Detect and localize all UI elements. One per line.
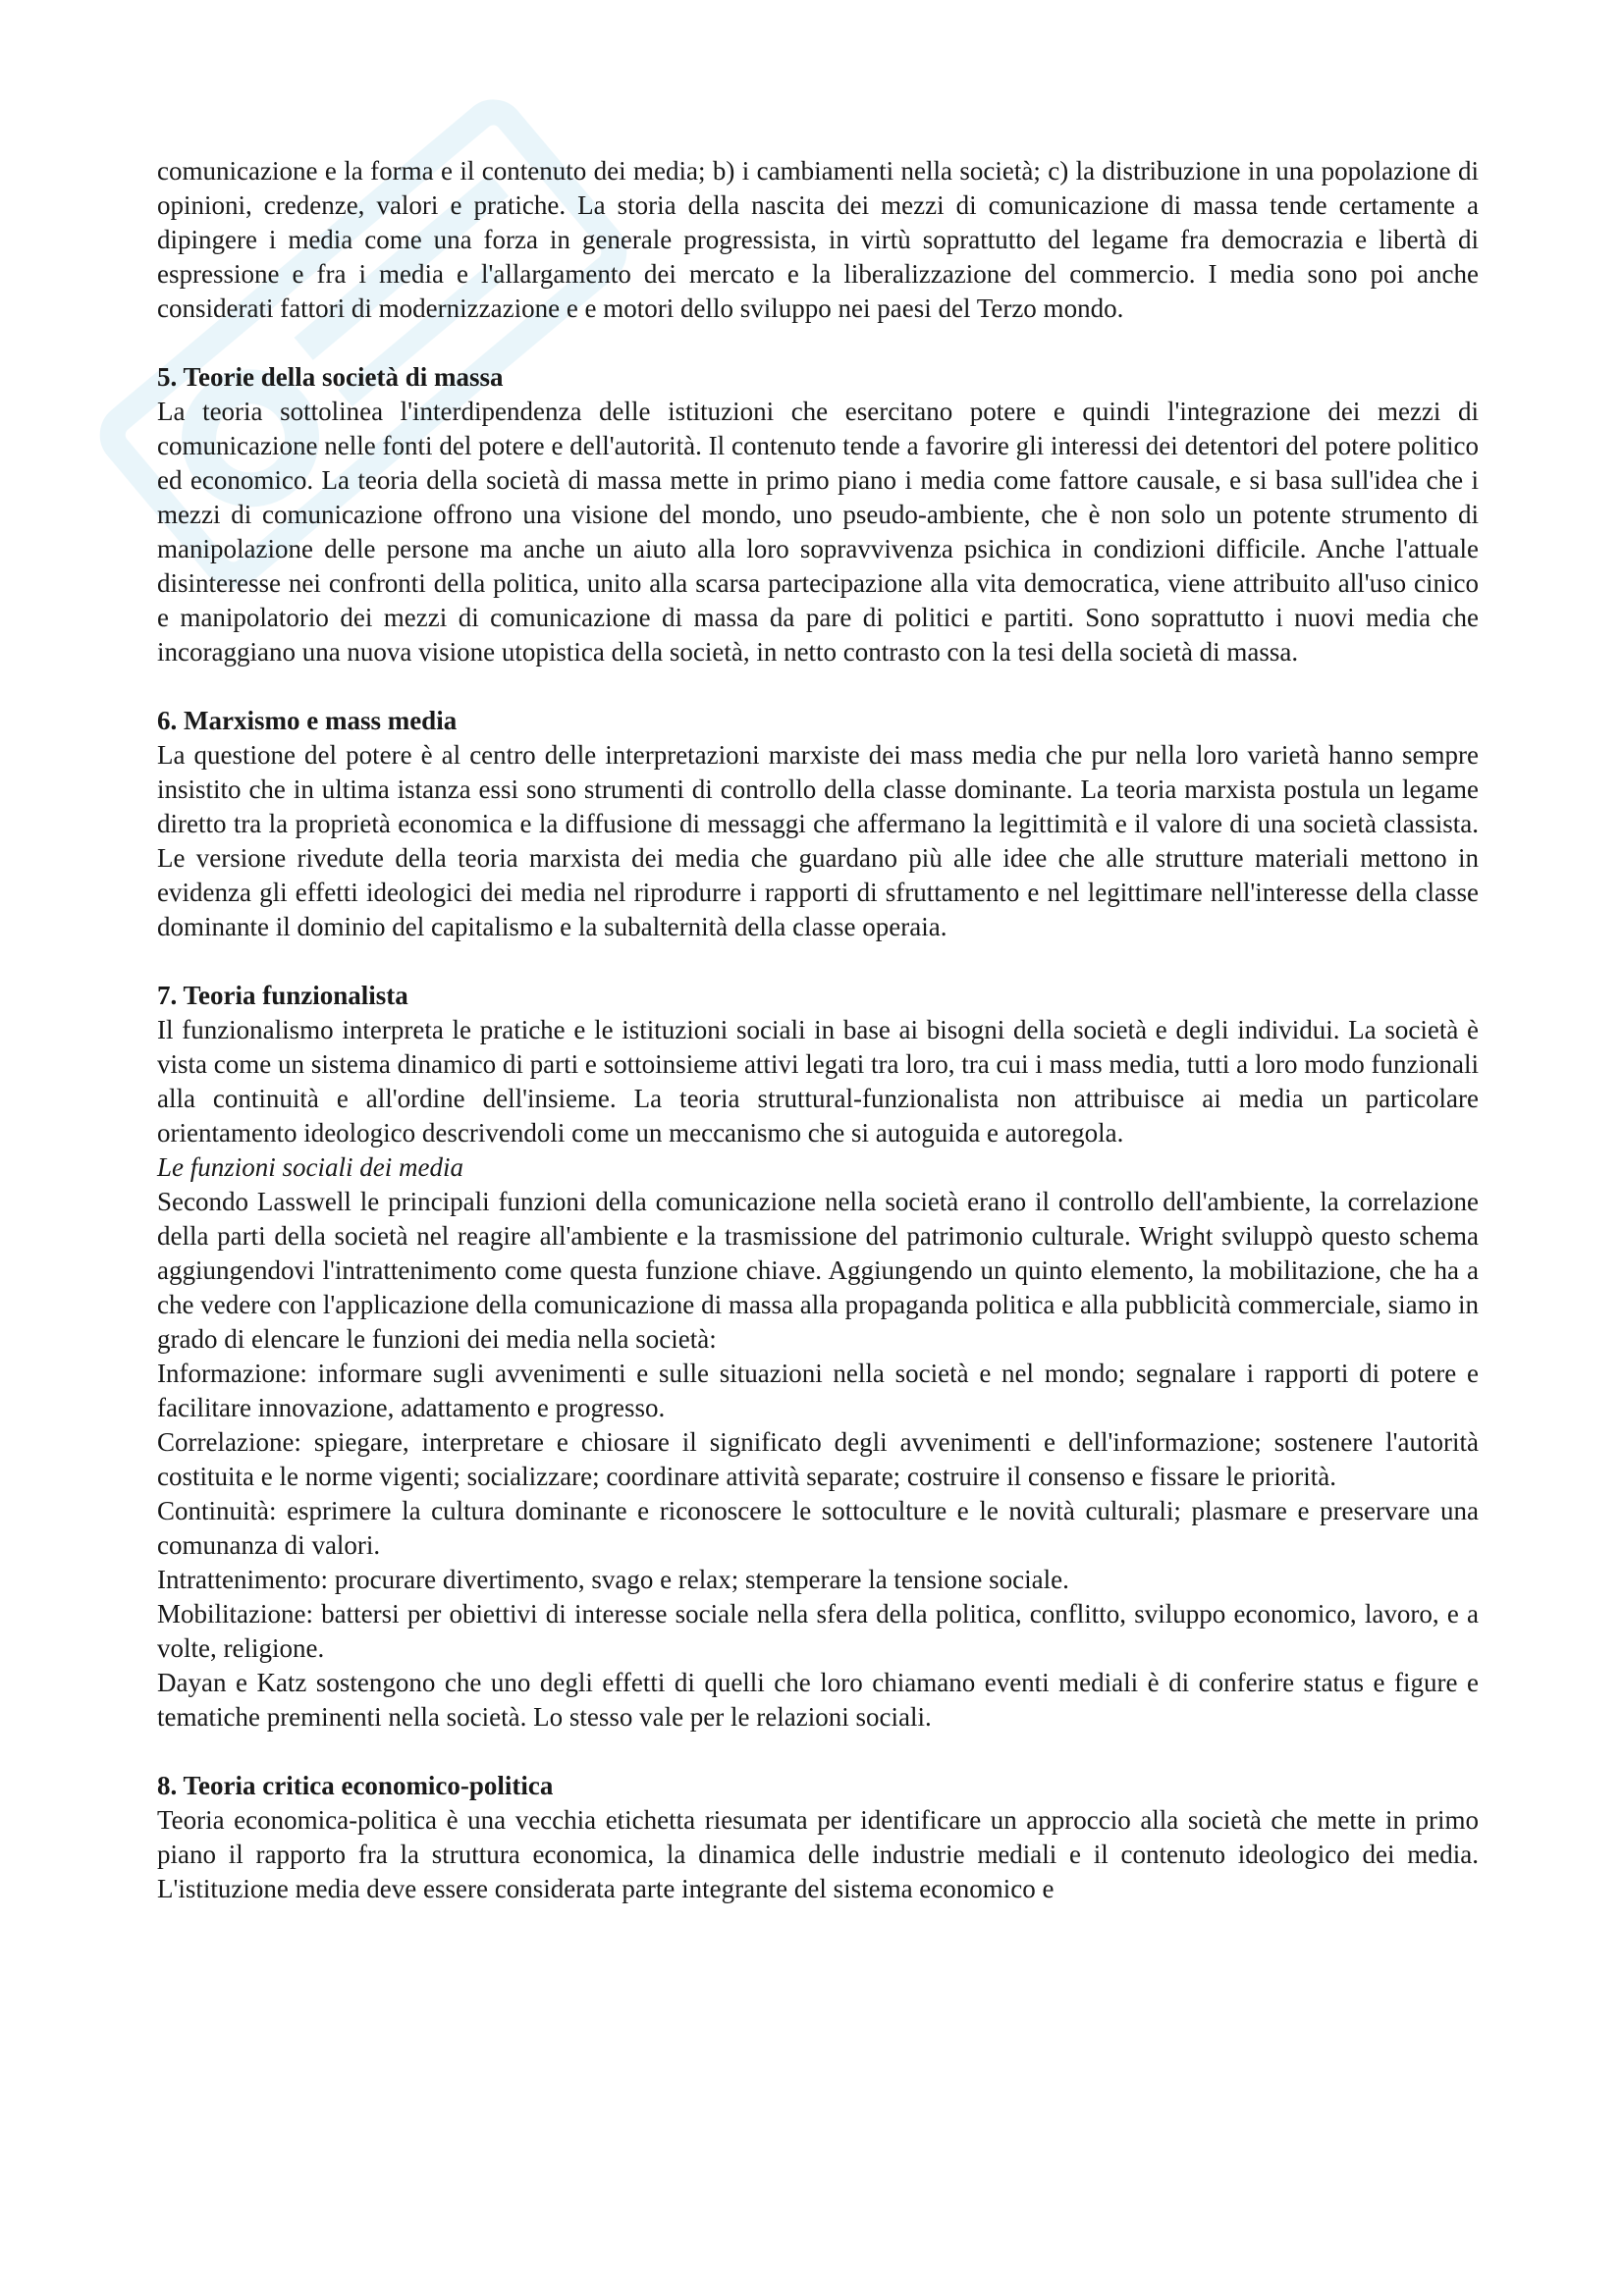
document-page: [157, 154, 1479, 1906]
section-7-body: Il funzionalismo interpreta le pratiche e le istituzioni sociali in base ai bisogni della società e degli individui. La società è vista come un sistema dinamico di parti e sottoinsieme attivi legati tra loro, tra cui i mass media, tutti a loro modo funzionali alla continuità e all'ordine dell'insieme. La teoria struttural-funzionalista non attribuisce ai media un particolare orientamento ideologico descrivendoli come un meccanismo che si autoguida e autoregola.: [157, 1015, 1479, 1148]
section-5-body: La teoria sottolinea l'interdipendenza delle istituzioni che esercitano potere e quindi l'integrazione dei mezzi di comunicazione nelle fonti del potere e dell'autorità. Il contenuto tende a favorire gli interessi dei detentori del potere politico ed economico. La teoria della società di massa mette in primo piano i media come fattore causale, e si basa sull'idea che i mezzi di comunicazione offrono una visione del mondo, uno pseudo-ambiente, che è non solo un potente strumento di manipolazione delle persone ma anche un aiuto alla loro sopravvivenza psichica in condizioni difficile. Anche l'attuale disinteresse nei confronti della politica, unito alla scarsa partecipazione alla vita democratica, viene attribuito all'uso cinico e manipolatorio dei mezzi di comunicazione di massa da pare di politici e partiti. Sono soprattutto i nuovi media che incoraggiano una nuova visione utopistica della società, in netto contrasto con la tesi della società di massa.: [157, 397, 1479, 667]
section-8-heading: 8. Teoria critica economico-politica: [157, 1771, 554, 1800]
function-mobilitazione: Mobilitazione: battersi per obiettivi di interesse sociale nella sfera della politica, conflitto, sviluppo economico, lavoro, e a volte, religione.: [157, 1599, 1479, 1663]
function-continuita: Continuità: esprimere la cultura dominante e riconoscere le sottoculture e le novità culturali; plasmare e preservare una comunanza di valori.: [157, 1496, 1479, 1560]
section-8-body: Teoria economica-politica è una vecchia etichetta riesumata per identificare un approccio alla società che mette in primo piano il rapporto fra la struttura economica, la dinamica delle industrie mediali e il contenuto ideologico dei media. L'istituzione media deve essere considerata parte integrante del sistema economico e: [157, 1805, 1479, 1903]
section-7-heading: 7. Teoria funzionalista: [157, 981, 408, 1010]
section-7-dayan-katz-paragraph: Dayan e Katz sostengono che uno degli effetti di quelli che loro chiamano eventi mediali è di conferire status e figure e tematiche preminenti nella società. Lo stesso vale per le relazioni sociali.: [157, 1668, 1479, 1732]
section-7-lasswell-paragraph: Secondo Lasswell le principali funzioni della comunicazione nella società erano il controllo dell'ambiente, la correlazione della parti della società nel reagire all'ambiente e la trasmissione del patrimonio culturale. Wright sviluppò questo schema aggiungendovi l'intrattenimento come questa funzione chiave. Aggiungendo un quinto elemento, la mobilitazione, che ha a che vedere con l'applicazione della comunicazione di massa alla propaganda politica e alla pubblicità commerciale, siamo in grado di elencare le funzioni dei media nella società:: [157, 1187, 1479, 1354]
intro-paragraph: comunicazione e la forma e il contenuto dei media; b) i cambiamenti nella società; c) la distribuzione in una popolazione di opinioni, credenze, valori e pratiche. La storia della nascita dei mezzi di comunicazione di massa tende certamente a dipingere i media come una forza in generale progressista, in virtù soprattutto del legame fra democrazia e libertà di espressione e fra i media e l'allargamento dei mercato e la liberalizzazione del commercio. I media sono poi anche considerati fattori di modernizzazione e e motori dello sviluppo nei paesi del Terzo mondo.: [157, 156, 1479, 323]
function-intrattenimento: Intrattenimento: procurare divertimento, svago e relax; stemperare la tensione sociale.: [157, 1565, 1069, 1594]
section-6-heading: 6. Marxismo e mass media: [157, 706, 458, 735]
section-6-body: La questione del potere è al centro delle interpretazioni marxiste dei mass media che pur nella loro varietà hanno sempre insistito che in ultima istanza essi sono strumenti di controllo della classe dominante. La teoria marxista postula un legame diretto tra la proprietà economica e la diffusione di messaggi che affermano la legittimità e il valore di una società classista. Le versione rivedute della teoria marxista dei media che guardano più alle idee che alle strutture materiali mettono in evidenza gli effetti ideologici dei media nel riprodurre i rapporti di sfruttamento e nel legittimare nell'interesse della classe dominante il dominio del capitalismo e la subalternità della classe operaia.: [157, 740, 1479, 941]
function-correlazione: Correlazione: spiegare, interpretare e chiosare il significato degli avvenimenti e dell'informazione; sostenere l'autorità costituita e le norme vigenti; socializzare; coordinare attività separate; costruire il consenso e fissare le priorità.: [157, 1427, 1479, 1491]
section-7-subheading: Le funzioni sociali dei media: [157, 1152, 463, 1182]
section-5-heading: 5. Teorie della società di massa: [157, 362, 504, 392]
function-informazione: Informazione: informare sugli avvenimenti e sulle situazioni nella società e nel mondo; segnalare i rapporti di potere e facilitare innovazione, adattamento e progresso.: [157, 1359, 1479, 1422]
